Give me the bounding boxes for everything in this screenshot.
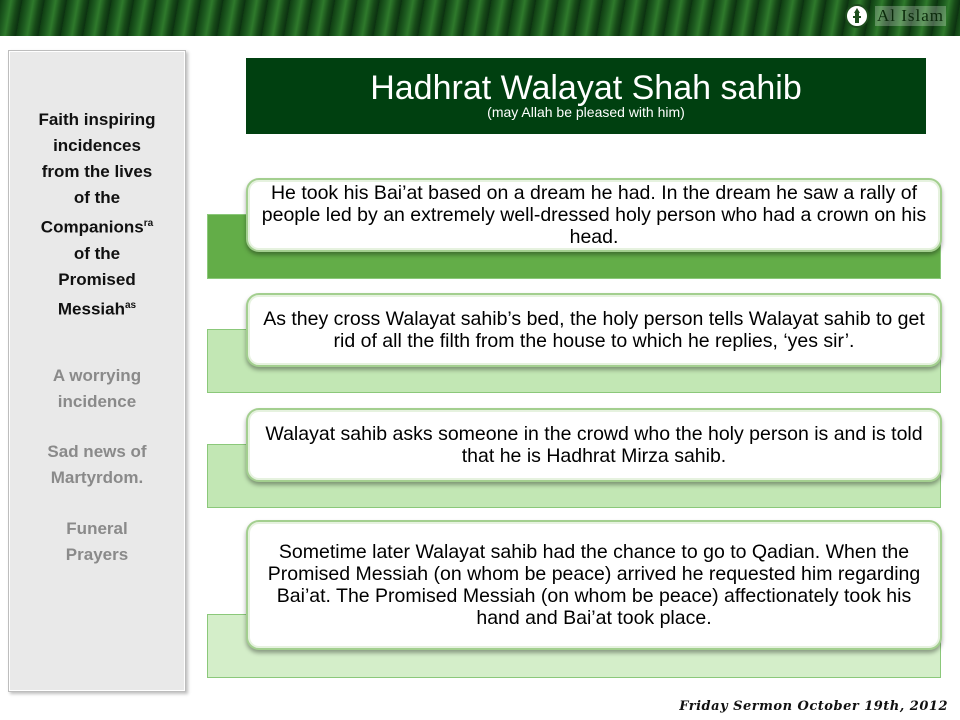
page-subtitle: (may Allah be pleased with him) (487, 104, 685, 120)
heading-line: from the lives (41, 162, 153, 181)
sidebar (8, 50, 186, 692)
footer-sermon-date: Friday Sermon October 19th, 2012 (679, 699, 948, 714)
top-banner (0, 0, 960, 36)
heading-companions: Companions (40, 217, 144, 237)
sidebar-link-worrying-incidence[interactable] (9, 363, 185, 415)
heading-line: of the (73, 243, 121, 263)
heading-line (9, 293, 185, 323)
heading-companions-sup: ra (143, 218, 154, 229)
heading-line: of the (73, 188, 121, 207)
sidebar-heading (9, 107, 185, 322)
link-line: Sad news of (47, 442, 147, 461)
link-line: Funeral (66, 519, 128, 538)
point-card-3: Walayat sahib asks someone in the crowd who the holy person is and is told that he is Hadhrat Mirza sahib. (246, 408, 942, 482)
link-line: incidence (57, 392, 137, 411)
minaret-icon (845, 4, 869, 28)
logo-text: Al Islam (876, 6, 944, 25)
link-line: A worrying (52, 366, 142, 385)
link-line: Martyrdom. (50, 468, 144, 487)
point-card-4: Sometime later Walayat sahib had the chance to go to Qadian. When the Promised Messiah (on whom be peace) arrived he requested him regarding Bai’at. The Promised Messiah (on whom be peace) affectionately took his hand and Bai’at took place. (246, 520, 942, 650)
link-line: Prayers (65, 545, 129, 564)
heading-line (9, 211, 185, 241)
slide-title-box (246, 58, 926, 134)
page-title: Hadhrat Walayat Shah sahib (370, 69, 802, 107)
heading-line: Faith inspiring (38, 110, 156, 129)
alislam-logo[interactable] (845, 4, 946, 28)
heading-line: incidences (53, 136, 141, 155)
heading-line: Promised (58, 269, 136, 289)
sidebar-link-sad-news[interactable] (9, 439, 185, 491)
point-card-1: He took his Bai’at based on a dream he had. In the dream he saw a rally of people led by an extremely well-dressed holy person who had a crown on his head. (246, 178, 942, 252)
heading-messiah-sup: as (124, 299, 137, 311)
point-card-2: As they cross Walayat sahib’s bed, the holy person tells Walayat sahib to get rid of all the filth from the house to which he replies, ‘yes sir’. (246, 293, 942, 367)
sidebar-link-funeral-prayers[interactable] (9, 516, 185, 568)
heading-messiah: Messiah (57, 299, 125, 319)
